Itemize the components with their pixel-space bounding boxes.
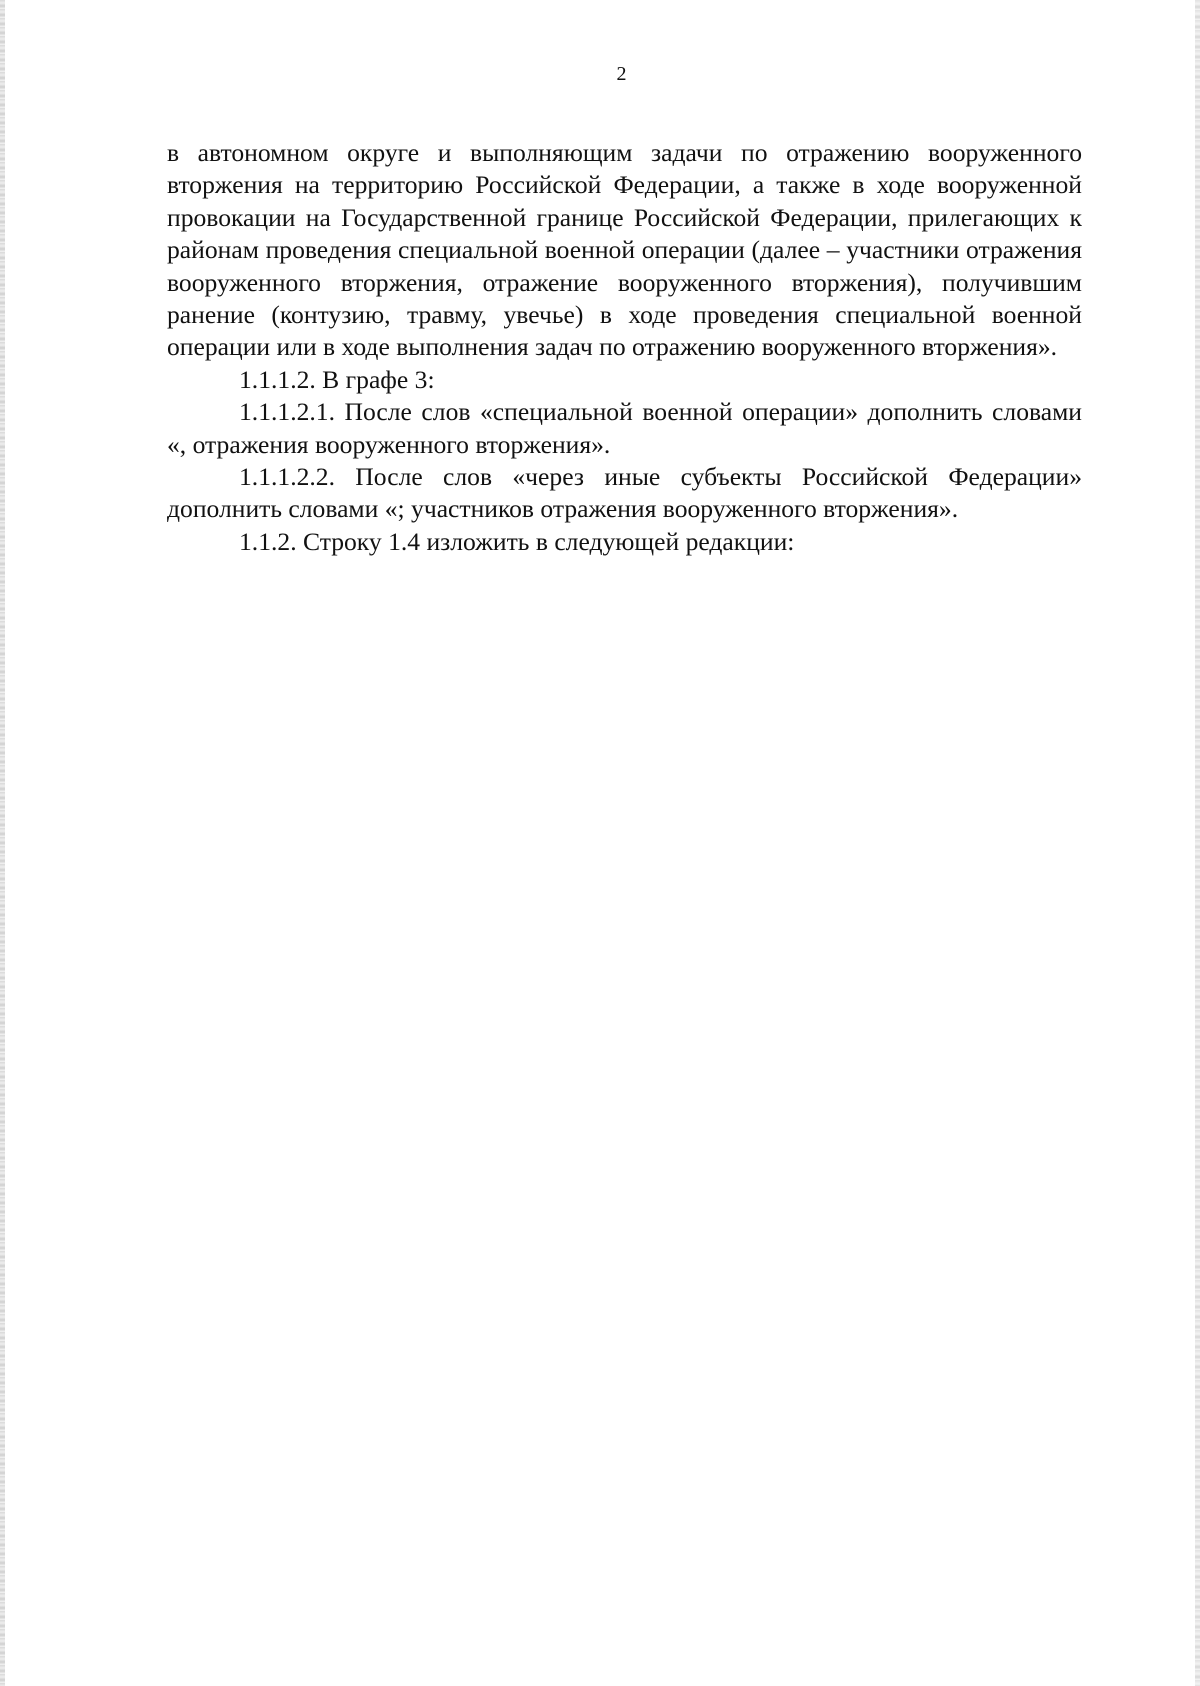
document-body [167, 137, 1082, 558]
paragraph-item-1-1-1-2: 1.1.1.2. В графе 3: [239, 364, 435, 394]
paragraph-item-1-1-2: 1.1.2. Строку 1.4 изложить в следующей редакции: [239, 526, 795, 556]
page-number: 2 [616, 63, 627, 85]
scan-edge-right [1195, 0, 1200, 1686]
scan-edge-left [0, 0, 5, 1686]
paragraph-item-1-1-1-2-2: 1.1.1.2.2. После слов «через иные субъекты Российской Федерации» дополнить словами «; участников отражения вооруженного вторжения». [167, 462, 1082, 524]
paragraph-continuation: в автономном округе и выполняющим задачи по отражению вооруженного вторжения на территорию Российской Федерации, а также в ходе вооруженной провокации на Государственной границе Российской Федерации, прилегающих к районам проведения специальной военной операции (далее – участники отражения вооруженного вторжения, отражение вооруженного вторжения), получившим ранение (контузию, травму, увечье) в ходе проведения специальной военной операции или в ходе выполнения задач по отражению вооруженного вторжения». [167, 138, 1082, 362]
paragraph-item-1-1-1-2-1: 1.1.1.2.1. После слов «специальной военной операции» дополнить словами «, отражения вооруженного вторжения». [167, 397, 1082, 459]
